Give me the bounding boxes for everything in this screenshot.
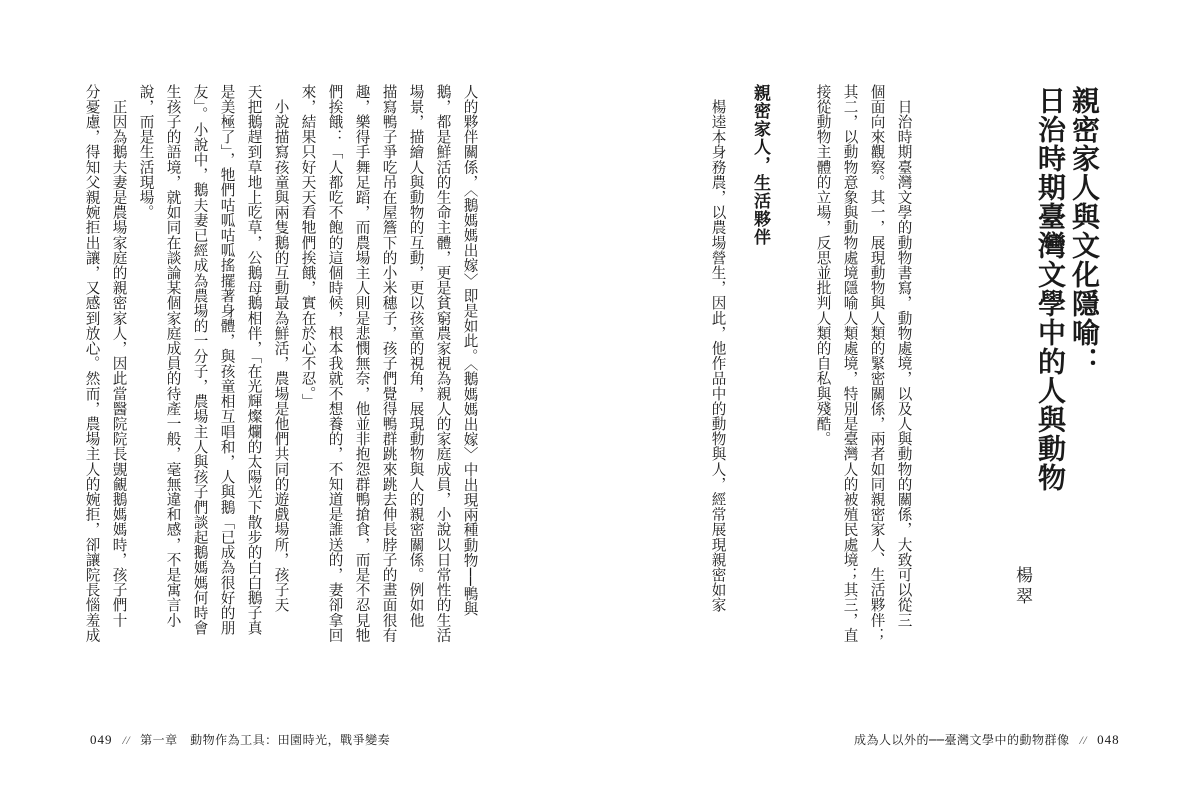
chapter-title-line-2: 日治時期臺灣文學中的人與動物 xyxy=(1034,86,1067,492)
body-line-4: 描寫鴨子爭吃吊在屋簷下的小米穗子，孩子們覺得鴨群跳來跳去伸長脖子的畫面很有 xyxy=(380,84,398,643)
body-line-11: 友」。小說中，鵝夫妻已經成為農場的一分子，農場主人與孩子們談起鵝媽媽何時會 xyxy=(191,84,209,636)
body-line-6: 們挨餓：「人都吃不飽的這個時候，根本我就不想養的，不知道是誰送的，妻卻拿回 xyxy=(326,84,344,643)
section-heading: 親密家人，生活夥伴 xyxy=(750,84,770,246)
right-footer xyxy=(854,731,1120,748)
body-line-15: 分憂慮，得知父親婉拒出讓，又感到放心。然而，農場主人的婉拒，卻讓院長惱羞成 xyxy=(83,84,101,643)
page-number: 049 xyxy=(90,732,113,747)
intro-line-2: 個面向來觀察。其一，展現動物與人類的緊密關係，兩者如同親密家人、生活夥伴； xyxy=(868,84,886,643)
body-line-5: 趣，樂得手舞足蹈，而農場主人則是悲憫無奈，他並非抱怨群鴨搶食，而是不忍見牠 xyxy=(353,84,371,643)
intro-line-3: 其二，以動物意象與動物處境隱喻人類處境，特別是臺灣人的被殖民處境；其三，直 xyxy=(841,84,859,643)
body-line-14: 正因為鵝夫妻是農場家庭的親密家人，因此當醫院院長覬覦鵝媽媽時，孩子們十 xyxy=(110,84,128,628)
body-line-12: 生孩子的語境，就如同在談論某個家庭成員的待產一般，毫無違和感，不是寓言小 xyxy=(164,84,182,628)
footer-separator: // xyxy=(1079,733,1088,747)
body-line-1: 人的夥伴關係，〈鵝媽媽出嫁〉即是如此。〈鵝媽媽出嫁〉中出現兩種動物──鴨與 xyxy=(461,84,479,617)
body-line-7: 來，結果只好天天看牠們挨餓，實在於心不忍。」 xyxy=(299,84,317,409)
left-footer xyxy=(90,731,390,748)
body-line-8: 小說描寫孩童與兩隻鵝的互動最為鮮活，農場是他們共同的遊戲場所，孩子天 xyxy=(272,84,290,613)
intro-line-1: 日治時期臺灣文學的動物書寫，動物處境，以及人與動物的關係，大致可以從三 xyxy=(895,84,913,628)
footer-separator: // xyxy=(122,733,131,747)
chapter-title-line-1: 親密家人與文化隱喻： xyxy=(1068,86,1101,376)
book-title: 成為人以外的──臺灣文學中的動物群像 xyxy=(854,733,1070,747)
intro-line-4: 接從動物主體的立場，反思並批判人類的自私與殘酷。 xyxy=(814,84,832,447)
section-line-1: 楊逵本身務農，以農場營生，因此，他作品中的動物與人，經常展現親密如家 xyxy=(709,84,727,613)
chapter-title: 第一章 動物作為工具：田園時光，戰爭變奏 xyxy=(140,733,391,747)
body-line-10: 是美極了」，牠們咕呱咕呱搖擺著身體，與孩童相互唱和，人與鵝「已成為很好的朋 xyxy=(218,84,236,636)
right-page xyxy=(591,0,1182,800)
author-name: 楊翠 xyxy=(1012,566,1032,608)
body-line-9: 天把鵝趕到草地上吃草，公鵝母鵝相伴，「在光輝燦爛的太陽光下散步的白白鵝子真 xyxy=(245,84,263,636)
body-line-3: 場景，描繪人與動物的互動，更以孩童的視角，展現動物與人的親密關係。例如他 xyxy=(407,84,425,628)
page-number: 048 xyxy=(1097,732,1120,747)
body-line-2: 鵝，都是鮮活的生命主體，更是貧窮農家視為親人的家庭成員，小說以日常性的生活 xyxy=(434,84,452,643)
body-line-13: 說，而是生活現場。 xyxy=(137,84,155,220)
